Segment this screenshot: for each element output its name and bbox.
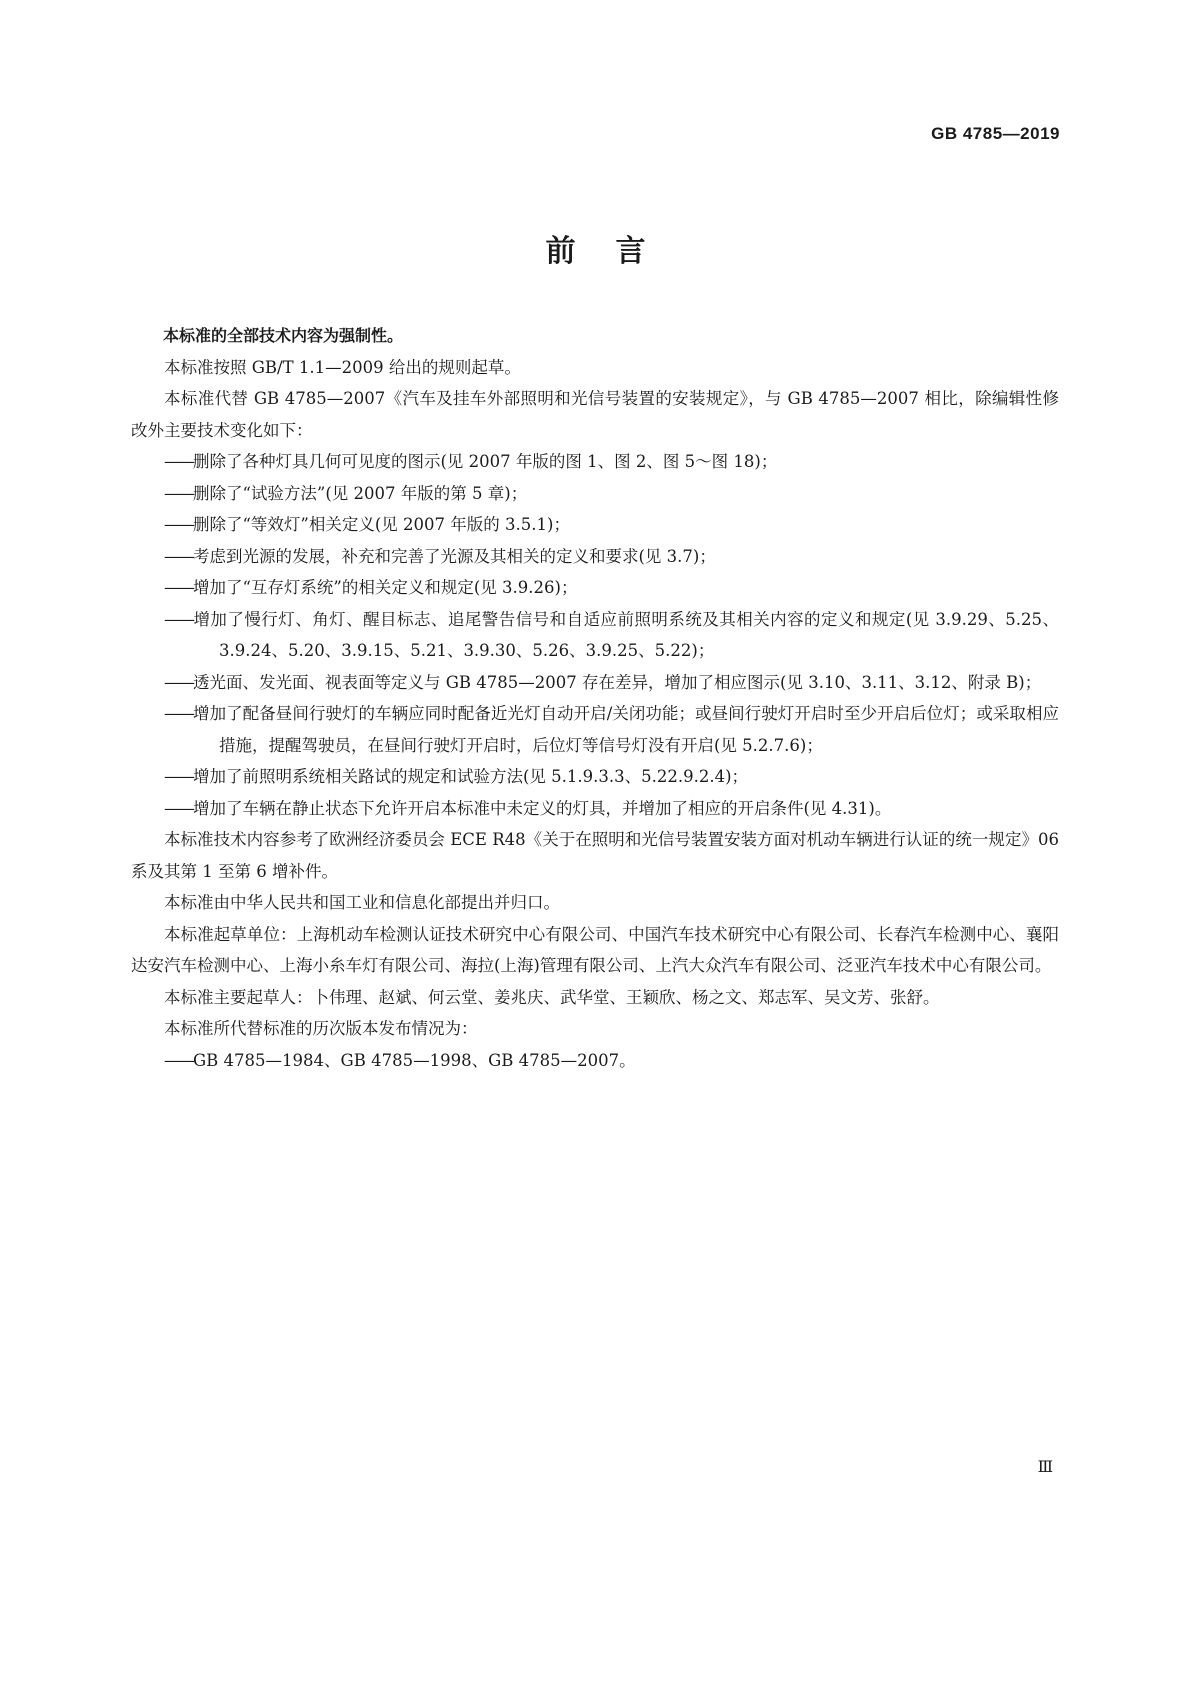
dash-marker: —— [164,767,193,786]
dash-marker: —— [164,672,193,692]
list-item-text: 增加了慢行灯、角灯、醒目标志、追尾警告信号和自适应前照明系统及其相关内容的定义和规定(见 3.9.29、5.25、3.9.24、5.20、3.9.15、5.21、3.9.30、5.26、3.9.25、5.22)； [193,609,1059,660]
page-number: Ⅲ [1037,1459,1053,1476]
dash-marker: —— [164,483,193,503]
list-item-text: 增加了配备昼间行驶灯的车辆应同时配备近光灯自动开启/关闭功能；或昼间行驶灯开启时至少开启后位灯；或采取相应措施，提醒驾驶员，在昼间行驶灯开启时，后位灯等信号灯没有开启(见 5.2.7.6)； [193,704,1059,755]
list-item [131,446,1059,478]
list-item [131,478,1059,510]
dash-marker: —— [164,798,193,818]
dash-marker: —— [164,452,193,471]
mandatory-statement: 本标准的全部技术内容为强制性。 [163,326,404,345]
list-item [131,541,1059,573]
list-item [131,572,1059,604]
list-item-text: 增加了前照明系统相关路试的规定和试验方法(见 5.1.9.3.3、5.22.9.2.4)； [193,767,749,786]
list-item-text: 删除了各种灯具几何可见度的图示(见 2007 年版的图 1、图 2、图 5～图 18)； [193,452,778,471]
changes-list [131,446,1059,824]
list-item [131,604,1059,667]
list-item-text: 增加了“互存灯系统”的相关定义和规定(见 3.9.26)； [193,578,578,597]
drafters-paragraph: 本标准主要起草人：卜伟理、赵斌、何云堂、姜兆庆、武华堂、王颖欣、杨之文、郑志军、吴文芳、张舒。 [164,987,940,1007]
dash-marker: —— [164,1050,193,1070]
foreword-body [131,320,1059,1076]
list-item [131,698,1059,761]
list-item-text: 删除了“等效灯”相关定义(见 2007 年版的 3.5.1)； [193,515,570,534]
reference-paragraph: 本标准技术内容参考了欧洲经济委员会 ECE R48《关于在照明和光信号装置安装方面对机动车辆进行认证的统一规定》06 系及其第 1 至第 6 增补件。 [131,830,1059,881]
drafting-units-paragraph: 本标准起草单位：上海机动车检测认证技术研究中心有限公司、中国汽车技术研究中心有限公司、长春汽车检测中心、襄阳达安汽车检测中心、上海小糸车灯有限公司、海拉(上海)管理有限公司、上汽大众汽车有限公司、泛亚汽车技术中心有限公司。 [131,924,1059,975]
list-item [131,667,1059,699]
list-item [131,793,1059,825]
history-item-text: GB 4785—1984、GB 4785—1998、GB 4785—2007。 [193,1050,636,1070]
history-item [131,1045,1059,1077]
dash-marker: —— [164,704,193,723]
list-item-text: 考虑到光源的发展，补充和完善了光源及其相关的定义和要求(见 3.7)； [193,546,716,566]
list-item-text: 透光面、发光面、视表面等定义与 GB 4785—2007 存在差异，增加了相应图示(见 3.10、3.11、3.12、附录 B)； [193,672,1042,692]
dash-marker: —— [164,515,193,534]
dash-marker: —— [164,578,193,597]
history-intro-paragraph: 本标准所代替标准的历次版本发布情况为： [164,1019,478,1038]
standard-number: GB 4785—2019 [931,124,1060,143]
drafting-rules-paragraph: 本标准按照 GB/T 1.1—2009 给出的规则起草。 [164,357,521,377]
dash-marker: —— [164,546,193,566]
list-item [131,761,1059,793]
list-item-text: 增加了车辆在静止状态下允许开启本标准中未定义的灯具，并增加了相应的开启条件(见 4.31)。 [193,798,892,818]
page-title: 前言 [545,234,686,269]
replacement-paragraph: 本标准代替 GB 4785—2007《汽车及挂车外部照明和光信号装置的安装规定》，与 GB 4785—2007 相比，除编辑性修改外主要技术变化如下： [131,389,1059,440]
list-item-text: 删除了“试验方法”(见 2007 年版的第 5 章)； [193,483,528,503]
dash-marker: —— [164,609,193,629]
list-item [131,509,1059,541]
proposer-paragraph: 本标准由中华人民共和国工业和信息化部提出并归口。 [164,893,560,912]
